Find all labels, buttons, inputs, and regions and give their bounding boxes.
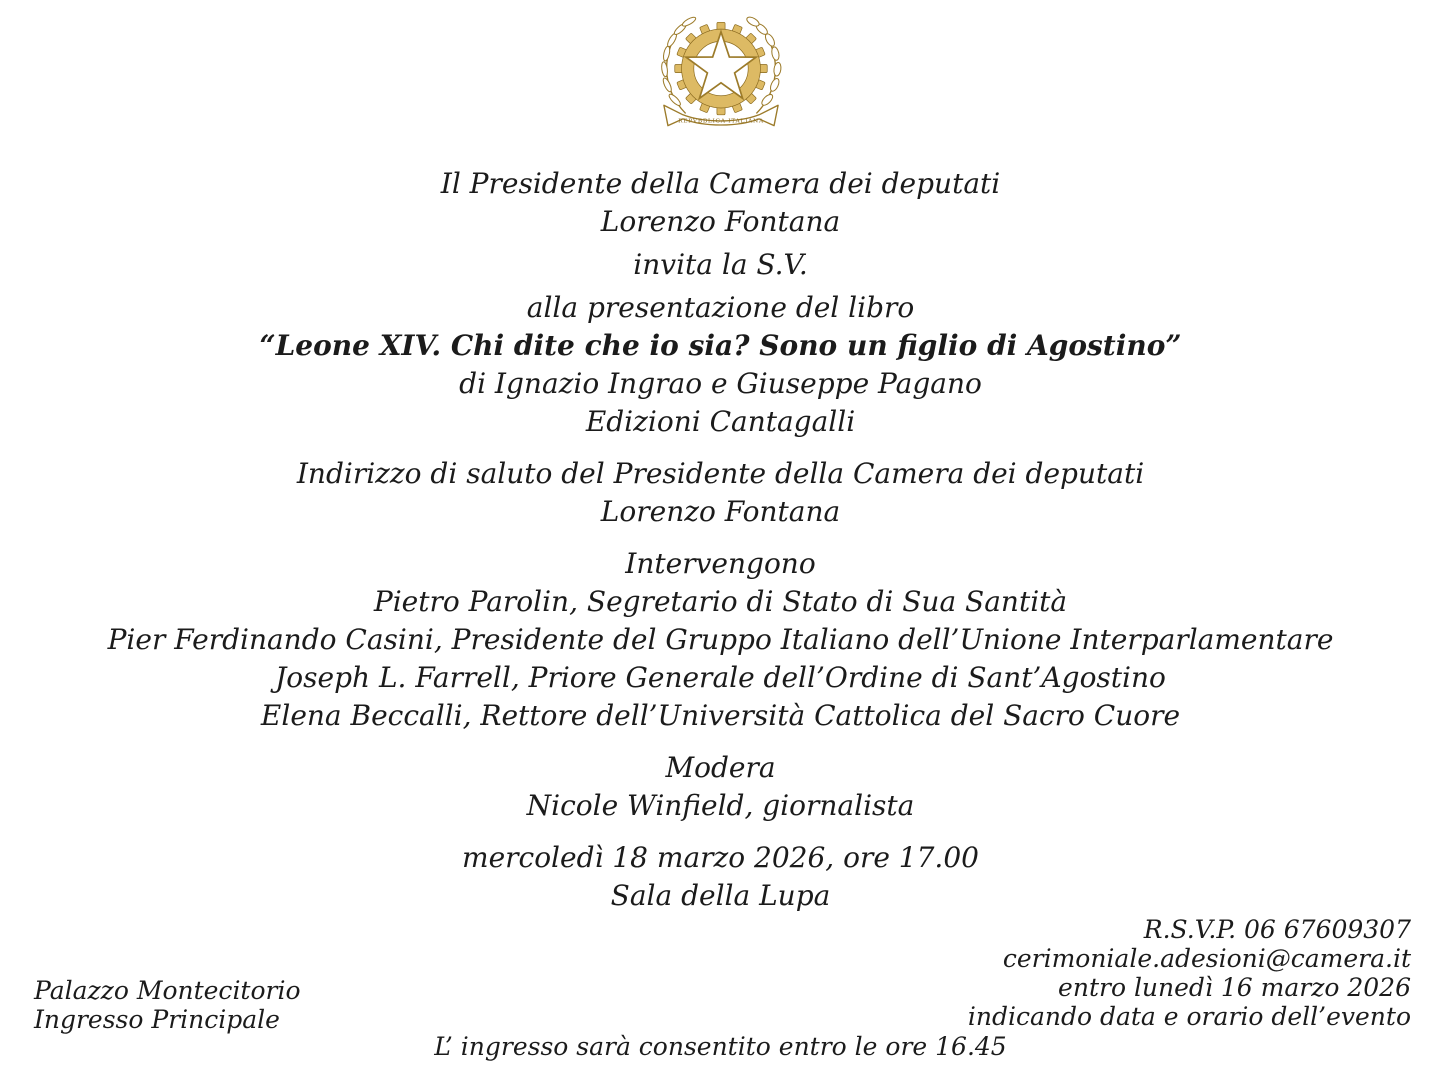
greeting-name: Lorenzo Fontana [600,495,841,528]
venue-block [34,976,301,1034]
greeting-line: Indirizzo di saluto del Presidente della Camera dei deputati [296,457,1145,490]
book-publisher: Edizioni Cantagalli [585,405,856,438]
venue-entrance: Ingresso Principale [34,1005,280,1034]
host-title: Il Presidente della Camera dei deputati [440,167,1001,200]
host-name: Lorenzo Fontana [600,205,841,238]
entry-note-block [0,1032,1441,1061]
speaker-item: Joseph L. Farrell, Priore Generale dell’Ordine di Sant’Agostino [275,661,1166,694]
rsvp-email: cerimoniale.adesioni@camera.it [1002,944,1411,973]
italy-emblem-icon [646,6,796,142]
ribbon-text: REPVBBLICA ITALIANA [677,118,764,125]
speaker-item: Pier Ferdinando Casini, Presidente del Gruppo Italiano dell’Unione Interparlamentare [107,623,1334,656]
rsvp-phone: R.S.V.P. 06 67609307 [1143,915,1411,944]
book-title: “Leone XIV. Chi dite che io sia? Sono un figlio di Agostino” [259,329,1182,362]
rsvp-deadline: entro lunedì 16 marzo 2026 [1058,973,1411,1002]
invite-line: invita la S.V. [633,248,808,281]
rsvp-block [968,915,1411,1031]
rsvp-note: indicando data e orario dell’evento [967,1002,1411,1031]
speaker-item: Elena Beccalli, Rettore dell’Università Cattolica del Sacro Cuore [260,699,1181,732]
entry-note: L’ ingresso sarà consentito entro le ore 16.45 [434,1032,1007,1061]
event-datetime: mercoledì 18 marzo 2026, ore 17.00 [462,841,979,874]
invitation-body [0,6,1441,915]
book-authors: di Ignazio Ingrao e Giuseppe Pagano [459,367,982,400]
book-intro: alla presentazione del libro [526,291,915,324]
moderator-heading: Modera [665,751,776,784]
moderator-name: Nicole Winfield, giornalista [526,789,915,822]
speaker-item: Pietro Parolin, Segretario di Stato di Sua Santità [373,585,1068,618]
venue-name: Palazzo Montecitorio [34,976,301,1005]
speakers-heading: Intervengono [625,547,816,580]
event-location: Sala della Lupa [610,879,831,912]
